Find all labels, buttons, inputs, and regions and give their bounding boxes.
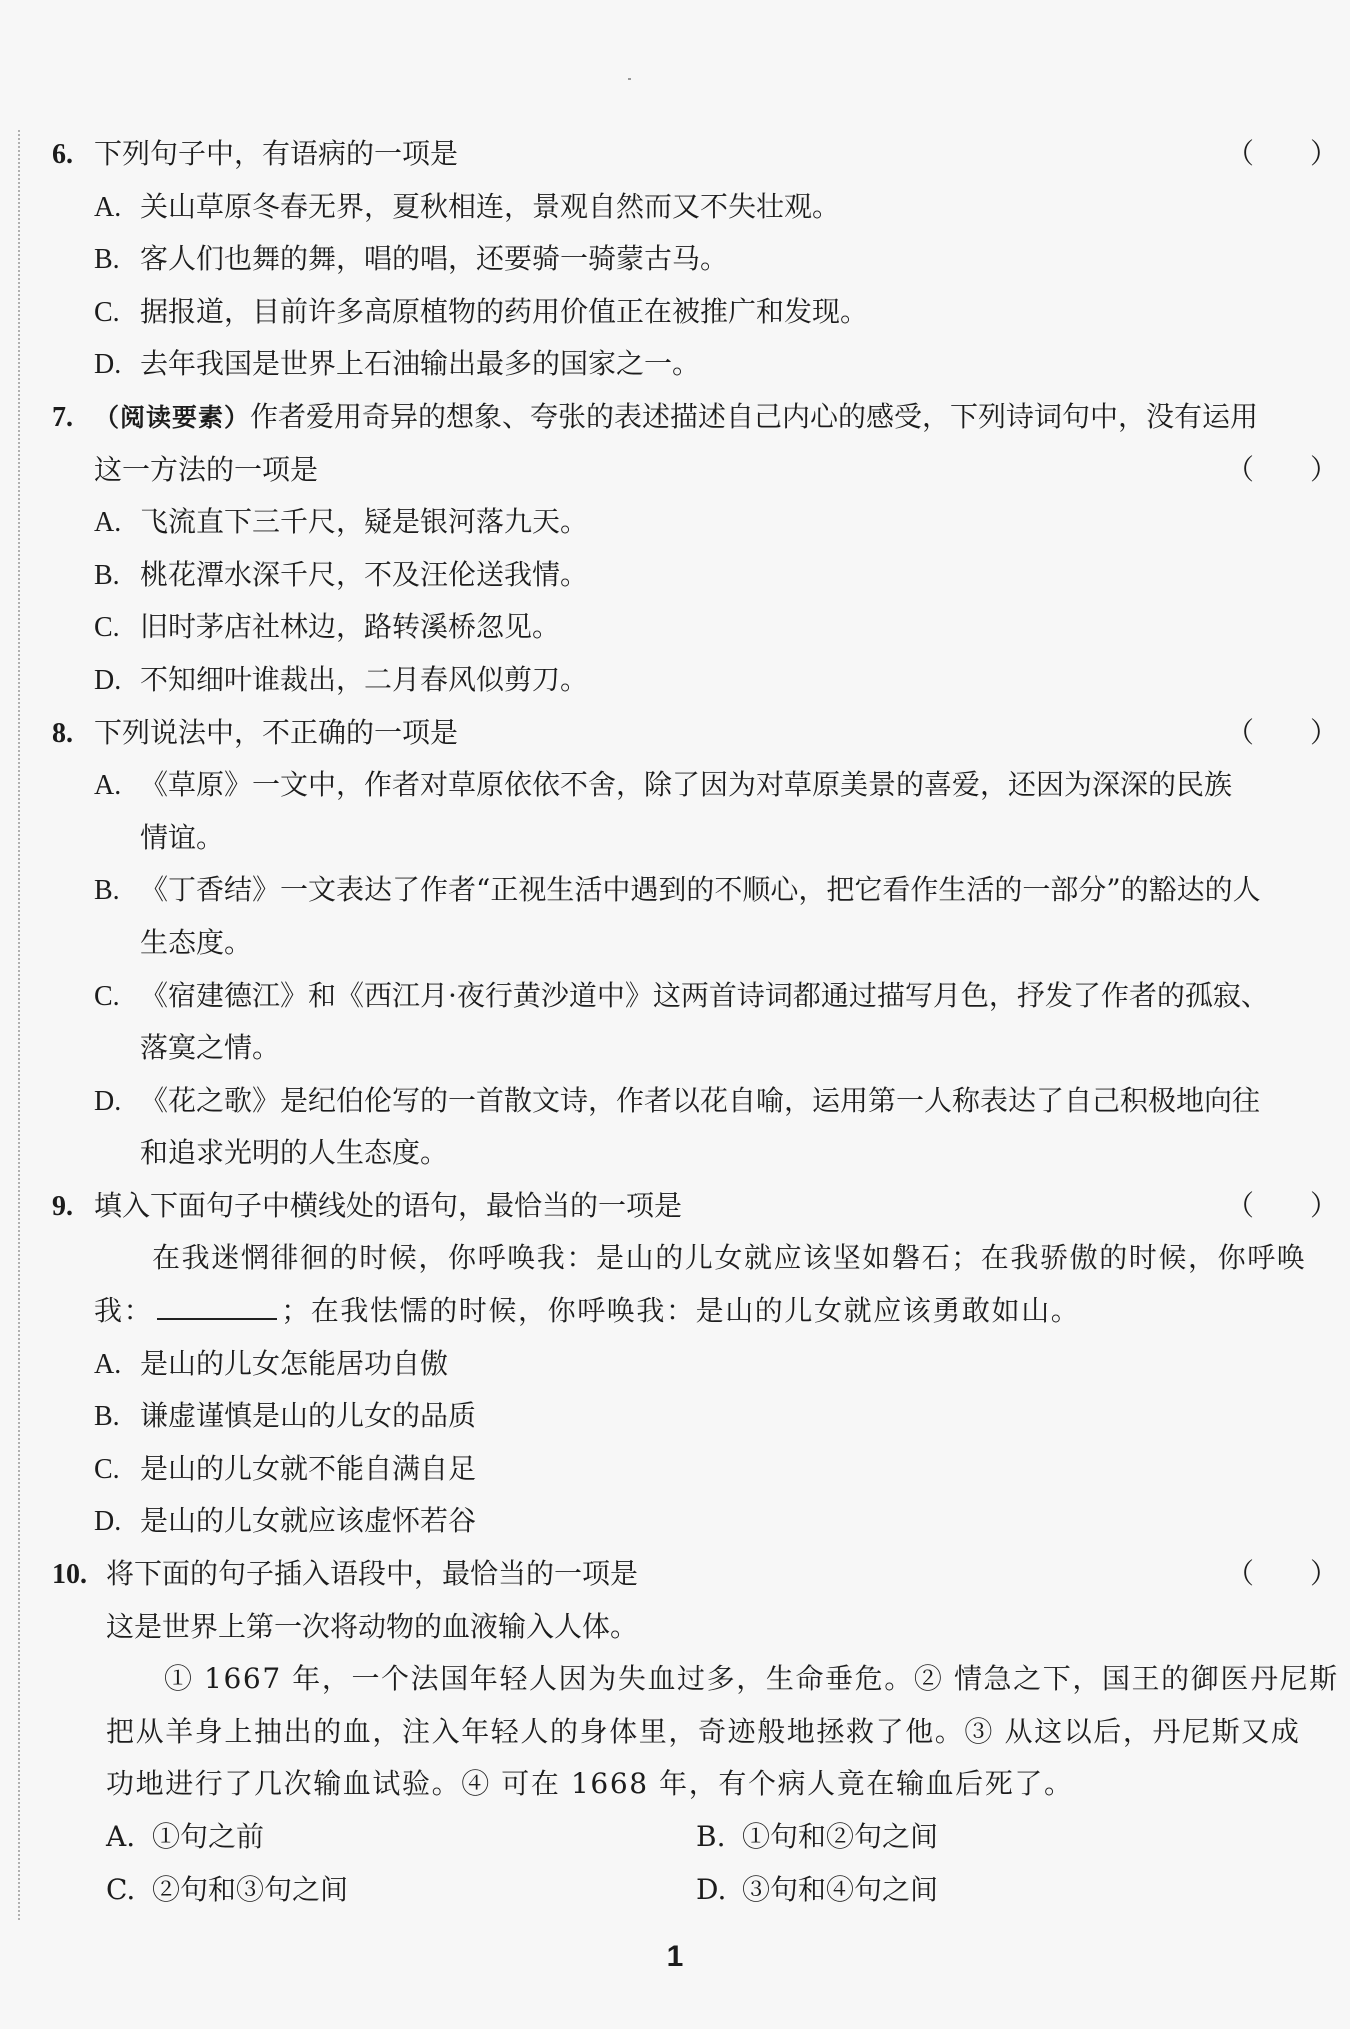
fill-blank[interactable]: [157, 1290, 277, 1320]
option-d: D. 是山的儿女就应该虚怀若谷: [94, 1504, 477, 1538]
option-d: D. 不知细叶谁裁出，二月春风似剪刀。: [94, 662, 589, 696]
question-number: 10.: [52, 1559, 87, 1591]
question-number: 6.: [52, 139, 73, 170]
question-text: 将下面的句子插入语段中，最恰当的一项是: [106, 1557, 639, 1591]
option-c: C. 《宿建德江》和《西江月·夜行黄沙道中》这两首诗词都通过描写月色，抒发了作者的孤寂、: [94, 978, 1269, 1012]
passage-line: 在我迷惘徘徊的时候，你呼唤我：是山的儿女就应该坚如磐石；在我骄傲的时候，你呼唤: [152, 1241, 1307, 1275]
question-stem: [52, 1548, 1339, 1601]
option-b: B. 《丁香结》一文表达了作者“正视生活中遇到的不顺心，把它看作生活的一部分”的豁达的人: [94, 873, 1261, 907]
option-d: D. 《花之歌》是纪伯伦写的一首散文诗，作者以花自喻，运用第一人称表达了自己积极地向往: [94, 1083, 1261, 1117]
options-row: [52, 1811, 1314, 1864]
answer-bracket[interactable]: （ ）: [1226, 1557, 1339, 1591]
question-number: 8.: [52, 717, 73, 749]
question-text: 填入下面句子中横线处的语句，最恰当的一项是: [94, 1188, 683, 1222]
option-b: B. 谦虚谨慎是山的儿女的品质: [94, 1399, 477, 1433]
question-text: 下列句子中，有语病的一项是: [94, 137, 459, 170]
option-a: A. 关山草原冬春无界，夏秋相连，景观自然而又不失壮观。: [94, 189, 841, 223]
question-8: [52, 707, 1339, 1180]
answer-bracket[interactable]: （ ）: [1226, 1188, 1339, 1222]
option-b: B. ①句和②句之间: [696, 1820, 939, 1853]
question-text: 下列说法中，不正确的一项是: [94, 715, 459, 749]
reading-element-tag: （阅读要素）: [94, 402, 251, 432]
answer-bracket[interactable]: （ ）: [1226, 715, 1339, 749]
option-b-cont: 生态度。: [140, 925, 253, 959]
option-a: A. 《草原》一文中，作者对草原依依不舍，除了因为对草原美景的喜爱，还因为深深的民族: [94, 768, 1233, 802]
question-number: 7.: [52, 401, 73, 433]
option-a: A. ①句之前: [106, 1820, 265, 1853]
question-stem: [52, 391, 1314, 444]
passage-line: ① 1667 年，一个法国年轻人因为失血过多，生命垂危。② 情急之下，国王的御医丹尼斯: [164, 1662, 1339, 1696]
option-d-cont: 和追求光明的人生态度。: [140, 1136, 449, 1170]
margin-dotted-line: [18, 130, 20, 1920]
question-number: 9.: [52, 1190, 73, 1222]
option-c-cont: 落寞之情。: [140, 1031, 281, 1065]
option-c: C. 旧时茅店社林边，路转溪桥忽见。: [94, 610, 561, 644]
passage-line: 功地进行了几次输血试验。④ 可在 1668 年，有个病人竟在输血后死了。: [106, 1767, 1074, 1801]
passage-line: 把从羊身上抽出的血，注入年轻人的身体里，奇迹般地拯救了他。③ 从这以后，丹尼斯又成: [106, 1714, 1301, 1748]
option-d: D. ③句和④句之间: [696, 1872, 939, 1906]
insert-sentence: 这是世界上第一次将动物的血液输入人体。: [106, 1609, 639, 1643]
page-dot: [628, 78, 631, 80]
option-c: C. ②句和③句之间: [106, 1872, 349, 1906]
question-stem: [52, 128, 1339, 181]
options-row: [52, 1864, 1314, 1917]
passage-line: 我： ；在我怯懦的时候，你呼唤我：是山的儿女就应该勇敢如山。: [52, 1285, 1314, 1338]
answer-bracket[interactable]: （ ）: [1226, 452, 1339, 486]
question-10: [52, 1548, 1339, 1916]
option-a: A. 是山的儿女怎能居功自傲: [94, 1346, 449, 1380]
page-number: 1: [666, 1940, 684, 1973]
option-c: C. 据报道，目前许多高原植物的药用价值正在被推广和发现。: [94, 294, 869, 328]
question-6: [52, 128, 1339, 391]
option-b: B. 桃花潭水深千尺，不及汪伦送我情。: [94, 557, 589, 591]
question-text: 作者爱用奇异的想象、夸张的表述描述自己内心的感受，下列诗词句中，没有运用: [250, 399, 1259, 433]
option-c: C. 是山的儿女就不能自满自足: [94, 1451, 477, 1485]
option-b: B. 客人们也舞的舞，唱的唱，还要骑一骑蒙古马。: [94, 242, 729, 276]
question-7: [52, 391, 1339, 707]
option-d: D. 去年我国是世界上石油输出最多的国家之一。: [94, 347, 701, 381]
question-stem: [52, 1180, 1339, 1233]
answer-bracket[interactable]: （ ）: [1226, 137, 1339, 170]
option-a-cont: 情谊。: [140, 820, 225, 854]
option-a: A. 飞流直下三千尺，疑是银河落九天。: [94, 505, 589, 539]
question-9: [52, 1180, 1339, 1548]
question-stem: [52, 707, 1339, 760]
question-content: [52, 128, 1339, 1916]
question-stem-cont: 这一方法的一项是 （ ）: [52, 444, 1314, 497]
